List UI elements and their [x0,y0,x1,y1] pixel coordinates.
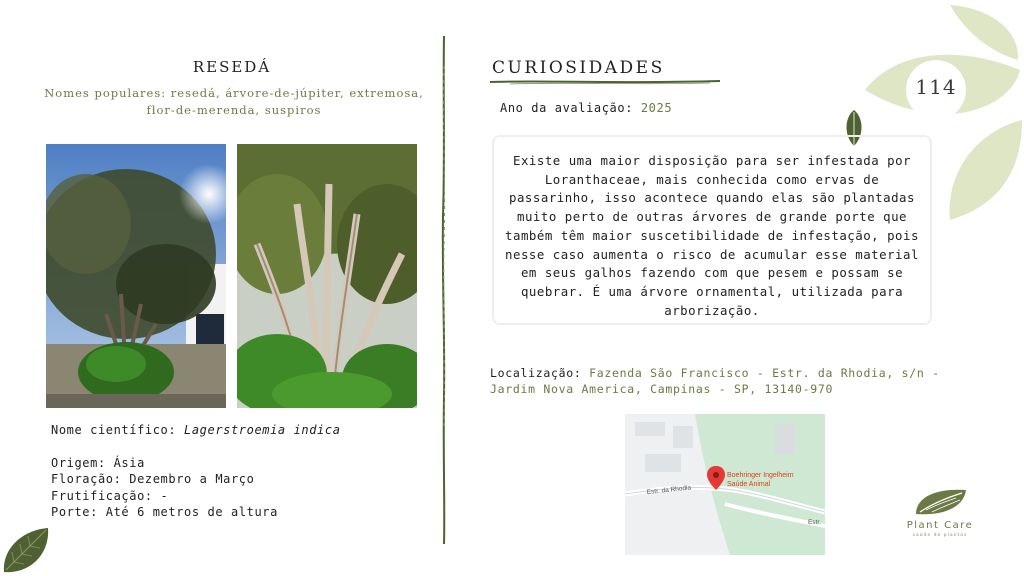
heading-underline [490,76,720,88]
location-map[interactable] [625,414,825,555]
column-divider [438,36,450,544]
plant-info [51,422,341,521]
location-label: Localização: [490,366,590,380]
logo-name: Plant Care [906,520,974,531]
scientific-name: Lagerstroemia indica [184,423,341,437]
popular-names: Nomes populares: resedá, árvore-de-júpiter, extremosa, flor-de-merenda, suspiros [44,86,424,117]
leaf-shape [950,120,1022,220]
map-place-line2: Saúde Animal [727,481,771,488]
curiosities-heading: CURIOSIDADES [492,58,665,78]
evaluation-year [500,101,672,115]
leaf-shape [950,5,1018,60]
location-value: Fazenda São Francisco - Estr. da Rhodia, s/n - Jardim Nova America, Campinas - SP, 13140-970 [490,366,940,396]
plant-title: RESEDÁ [192,58,272,76]
location [490,366,980,397]
leaf-decoration-bottom-left [0,524,52,576]
map-place-line1: Boehringer Ingelheim [727,472,794,479]
logo-tagline: saúde de plantas [912,533,968,538]
scientific-name-line [51,422,341,439]
scientific-name-label: Nome científico: [51,423,185,437]
tree-photo-1 [46,144,226,408]
fruiting: Frutificação: - [51,488,169,503]
page-number: 114 [915,75,957,99]
map-road-label-2: Estr. [808,519,822,526]
tree-photo-2 [237,144,417,408]
size: Porte: Até 6 metros de altura [51,505,278,519]
origin: Origem: Ásia [51,455,145,470]
plant-care-logo-icon [912,486,970,518]
curiosities-text: Existe uma maior disposição para ser infestada por Loranthaceae, mais conhecida como ervas de passarinho, isso acontece quando elas são plantadas muito perto de outras árvores de grande porte que também têm maior suscetibilidade de infestação, pois nesse caso aumenta o risco de acumular esse material em seus galhos fazendo com que pesem e possam se quebrar. É uma árvore ornamental, utilizada para arborização. [505,153,919,318]
year-label: Ano da avaliação: [500,101,641,115]
flowering: Floração: Dezembro a Março [51,472,255,486]
year-value: 2025 [640,101,673,115]
map-road-label: Estr. da Rhodia [646,484,692,496]
